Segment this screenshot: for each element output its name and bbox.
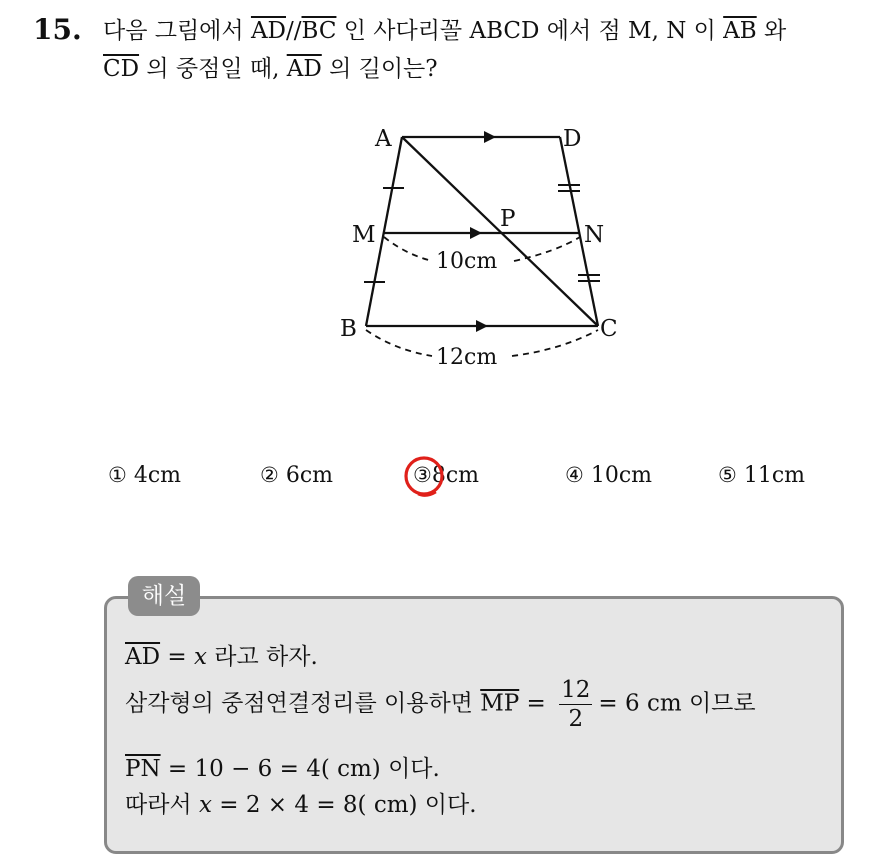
choice-4[interactable]: ④ 10cm bbox=[565, 463, 653, 488]
solution-tag: 해설 bbox=[128, 576, 200, 616]
selection-circle-mark bbox=[400, 450, 450, 500]
solution-line-1: $\overline{AD} = x$ 라고 하자. bbox=[125, 644, 318, 670]
trapezoid-figure bbox=[0, 0, 884, 420]
question-line-2: $\overline{CD}$ 의 중점일 때, $\overline{AD}$ 의 길이는? bbox=[103, 56, 438, 82]
arrow-bc bbox=[476, 320, 488, 332]
solution-line-4: 따라서 x = 2 × 4 = 8( cm) 이다. bbox=[125, 792, 477, 818]
label-d: D bbox=[563, 126, 582, 152]
arrow-mn bbox=[470, 227, 482, 239]
segment-ad-2: $\overline{AD}$ bbox=[286, 56, 322, 82]
dash-bc-right bbox=[512, 330, 598, 356]
arrow-ad bbox=[484, 131, 496, 143]
choice-5[interactable]: ⑤ 11cm bbox=[718, 463, 806, 488]
label-b: B bbox=[340, 316, 357, 342]
label-m: M bbox=[352, 222, 376, 248]
segment-cd: $\overline{CD}$ bbox=[103, 56, 140, 82]
label-n: N bbox=[584, 222, 605, 248]
length-mn: 10cm bbox=[436, 249, 498, 274]
fraction-12-over-2: $\frac{12}{2}$ bbox=[561, 677, 591, 732]
choice-3[interactable]: ③8cm bbox=[413, 463, 480, 488]
dash-mn-left bbox=[384, 237, 432, 261]
label-a: A bbox=[375, 126, 392, 152]
segment-ad: $\overline{AD}$ bbox=[250, 18, 286, 44]
label-c: C bbox=[600, 316, 618, 342]
dash-bc-left bbox=[366, 330, 432, 356]
label-p: P bbox=[500, 206, 516, 232]
segment-ab: $\overline{AB}$ bbox=[723, 18, 757, 44]
question-line-1: 다음 그림에서 $\overline{AD}//\overline{BC}$ 인 사다리꼴 ABCD 에서 점 M, N 이 $\overline{AB}$ 와 bbox=[103, 18, 787, 44]
question-number: 15. bbox=[33, 13, 82, 46]
solution-line-3: $\overline{PN} = 10 - 6 = 4$( cm) 이다. bbox=[125, 756, 440, 782]
solution-line-2: 삼각형의 중점연결정리를 이용하면 $\overline{MP}$ = $\frac{12}{2}$ = 6 cm 이므로 bbox=[125, 677, 756, 732]
choice-2[interactable]: ② 6cm bbox=[260, 463, 334, 488]
segment-bc: $\overline{BC}$ bbox=[301, 18, 337, 44]
choice-1[interactable]: ① 4cm bbox=[108, 463, 182, 488]
dash-mn-right bbox=[514, 237, 580, 261]
length-bc: 12cm bbox=[436, 345, 498, 370]
